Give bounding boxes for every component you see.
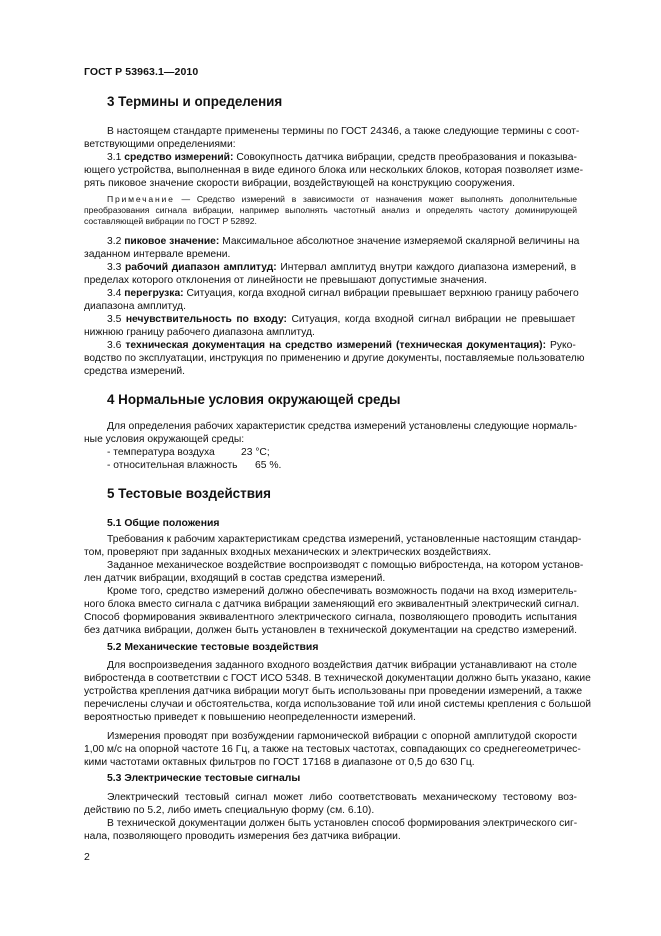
s52-line-4: перечислены случаи и обстоятельства, когда использование той или иной системы крепления с большой [84, 699, 592, 710]
s52-line-7: 1,00 м/с на опорной частоте 16 Гц, а также на тестовых частотах, совпадающих со среднегеометричес- [84, 744, 581, 755]
term-3-4-term: перегрузка: [124, 288, 184, 299]
term-3-4-text: Ситуация, когда входной сигнал вибрации превышает верхнюю границу рабочего [183, 288, 579, 299]
note-label: Примечание [107, 194, 175, 204]
s51-line-8: без датчика вибрации, должен быть установлен в технической документации на средство измерений. [84, 625, 578, 636]
s51-line-6: ного блока вместо сигнала с датчика вибрации заменяющий его эквивалентный электрический сигнал. [84, 599, 580, 610]
term-3-4 [107, 287, 579, 300]
term-3-4-line-2: диапазона амплитуд. [84, 301, 186, 312]
s51-line-1: Требования к рабочим характеристикам средства измерений, установленные настоящим стандар- [107, 534, 582, 545]
note-3-1 [107, 194, 577, 205]
term-3-3-term: рабочий диапазон амплитуд: [125, 262, 277, 273]
condition-humidity-value: 65 %. [255, 460, 282, 471]
term-3-6-text: Руко- [546, 340, 576, 351]
term-3-3-number: 3.3 [107, 262, 126, 273]
term-3-2-term: пиковое значение: [124, 236, 220, 247]
s51-line-4: лен датчик вибрации, входящий в состав средства измерений. [84, 573, 386, 584]
s53-line-4: нала, позволяющего проводить измерения без датчика вибрации. [84, 831, 401, 842]
s53-line-1: Электрический тестовый сигнал может либо соответствовать механическому тестовому воз- [107, 792, 577, 803]
s53-line-3: В технической документации должен быть установлен способ формирования электрического сиг- [107, 818, 578, 829]
term-3-1-line-3: рять пиковое значение скорости вибрации, воздействующей на конструкцию сооружения. [84, 178, 515, 189]
term-3-5 [107, 313, 575, 326]
subsection-5-3-title: 5.3 Электрические тестовые сигналы [107, 773, 301, 784]
term-3-3-line-2: пределах которого отклонения от линейности не превышают допустимые значения. [84, 275, 487, 286]
s51-line-3: Заданное механическое воздействие воспроизводят с помощью вибростенда, на котором установ- [107, 560, 584, 571]
term-3-5-text: Ситуация, когда входной сигнал вибрации не превышает [287, 314, 576, 325]
term-3-5-term: нечувствительность по входу: [125, 314, 287, 325]
note-text: — Средство измерений в зависимости от назначения может выполнять дополнительные [174, 194, 577, 204]
term-3-3 [107, 261, 576, 274]
page-number: 2 [84, 851, 90, 863]
note-line-3: составляющей вибрации по ГОСТ Р 52892. [84, 216, 257, 226]
section-3-title: 3 Термины и определения [107, 94, 283, 109]
s52-line-5: вероятностью приведет к повышению неопределенности измерений. [84, 712, 416, 723]
term-3-1-line-2: ющего устройства, выполненная в виде единого блока или нескольких блоков, которая позволяет изме- [84, 165, 584, 176]
term-3-2-text: Максимальное абсолютное значение измеряемой скалярной величины на [219, 236, 580, 247]
note-line-2: преобразования сигнала вибрации, например выполнять частотный анализ и определять частоту доминирующей [84, 205, 578, 215]
term-3-6-number: 3.6 [107, 340, 126, 351]
term-3-1-number: 3.1 [107, 152, 125, 163]
term-3-6-line-3: средства измерений. [84, 366, 185, 377]
s52-line-8: кими частотами октавных фильтров по ГОСТ 17168 в диапазоне от 0,5 до 630 Гц. [84, 757, 475, 768]
condition-humidity-label: - относительная влажность [107, 460, 238, 471]
term-3-1-text: Совокупность датчика вибрации, средств преобразования и показыва- [233, 152, 577, 163]
term-3-4-number: 3.4 [107, 288, 125, 299]
term-3-6-line-2: водство по эксплуатации, инструкция по применению и другие документы, поставляемые пользователю [84, 353, 585, 364]
term-3-2-number: 3.2 [107, 236, 125, 247]
term-3-1-term: средство измерений: [124, 152, 234, 163]
term-3-2-line-2: заданном интервале времени. [84, 249, 231, 260]
term-3-3-text: Интервал амплитуд внутри каждого диапазона измерений, в [276, 262, 577, 273]
term-3-5-line-2: нижнюю границу рабочего диапазона амплитуд. [84, 327, 315, 338]
term-3-6-term: техническая документация на средство измерений (техническая документация): [125, 340, 546, 351]
s4-line-2: ные условия окружающей среды: [84, 434, 245, 445]
s51-line-2: том, проверяют при заданных входных механических и электрических воздействиях. [84, 547, 492, 558]
document-header: ГОСТ Р 53963.1—2010 [84, 66, 199, 78]
s4-line-1: Для определения рабочих характеристик средства измерений установлены следующие нормаль- [107, 421, 578, 432]
s52-line-3: устройства крепления датчика вибрации могут быть использованы при проведении измерений, а также [84, 686, 583, 697]
condition-temperature-label: - температура воздуха [107, 447, 215, 458]
s52-line-2: вибростенда в соответствии с ГОСТ ИСО 5348. В технической документации должно быть указано, какие [84, 673, 591, 684]
term-3-6 [107, 339, 576, 352]
condition-temperature-value: 23 °C; [241, 447, 270, 458]
term-3-1 [107, 151, 577, 164]
s3-intro-line-1: В настоящем стандарте применены термины по ГОСТ 24346, а также следующие термины с соот- [107, 126, 580, 137]
s52-line-1: Для воспроизведения заданного входного воздействия датчик вибрации устанавливают на столе [107, 660, 577, 671]
s52-line-6: Измерения проводят при возбуждении гармонической вибрации с опорной амплитудой скорости [107, 731, 577, 742]
subsection-5-1-title: 5.1 Общие положения [107, 518, 220, 529]
term-3-5-number: 3.5 [107, 314, 126, 325]
s3-intro-line-2: ветствующими определениями: [84, 139, 236, 150]
section-5-title: 5 Тестовые воздействия [107, 486, 271, 501]
s53-line-2: действию по 5.2, либо иметь специальную форму (см. 6.10). [84, 805, 375, 816]
s51-line-5: Кроме того, средство измерений должно обеспечивать возможность подачи на вход измеритель- [107, 586, 577, 597]
subsection-5-2-title: 5.2 Механические тестовые воздействия [107, 642, 319, 653]
s51-line-7: Способ формирования эквивалентного электрического сигнала, позволяющего проводить испытания [84, 612, 578, 623]
term-3-2 [107, 235, 579, 248]
section-4-title: 4 Нормальные условия окружающей среды [107, 392, 401, 407]
